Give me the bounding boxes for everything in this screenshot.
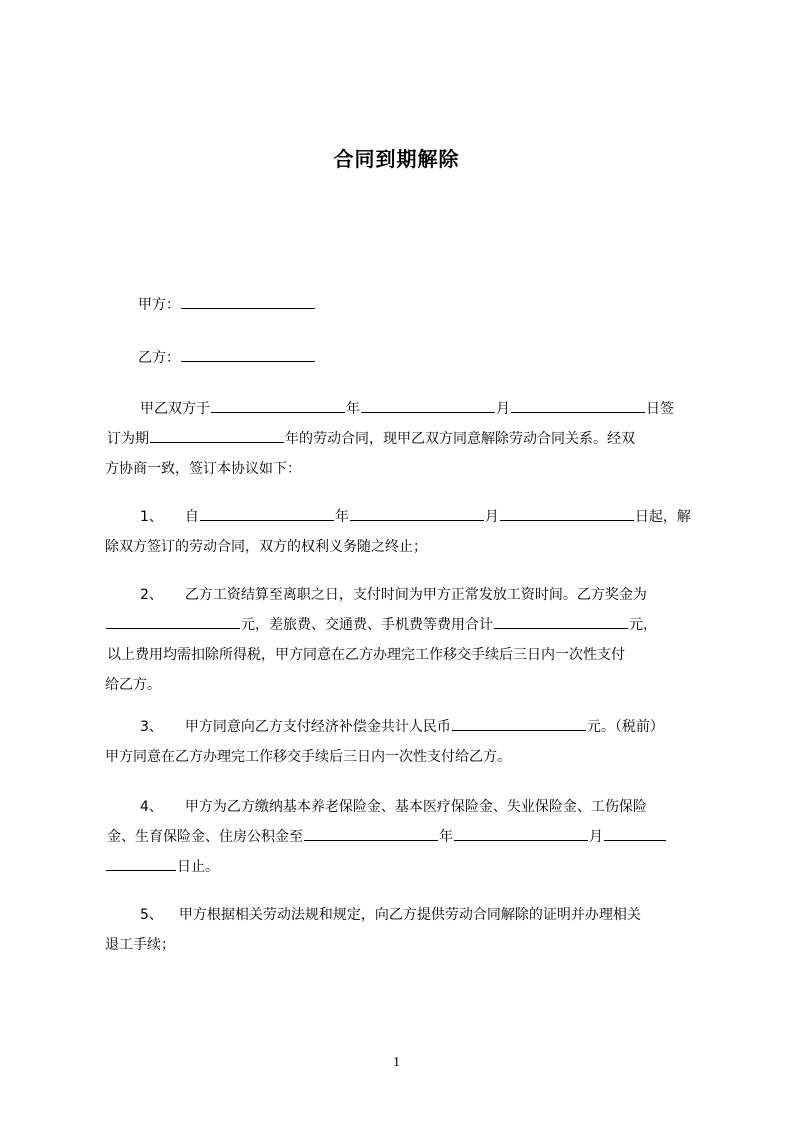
clause-text: 给乙方。 (105, 677, 161, 693)
clause-1 (105, 502, 703, 562)
party-a-line (138, 293, 316, 314)
clause-number: 1、 (140, 509, 163, 525)
clause-text: 以上费用均需扣除所得税，甲方同意在乙方办理完工作移交手续后三日内一次性支付 (107, 647, 625, 663)
clause-text: 元，差旅费、交通费、手机费等费用合计 (241, 617, 493, 633)
intro-paragraph (105, 394, 703, 484)
party-b-blank (181, 346, 315, 362)
blank (106, 855, 176, 871)
blank (350, 505, 484, 521)
blank (452, 715, 586, 731)
blank (511, 397, 645, 413)
document-title: 合同到期解除 (333, 147, 460, 171)
clause-text: 自 (184, 509, 199, 525)
intro-text: 日签 (646, 401, 674, 417)
clause-text: 日起，解 (634, 509, 691, 525)
blank (494, 613, 628, 629)
clause-2 (105, 580, 703, 700)
clause-month: 月 (589, 829, 603, 845)
clause-text: 乙方工资结算至离职之日，支付时间为甲方正常发放工资时间。乙方奖金为 (184, 587, 647, 603)
clause-text: 退工手续； (105, 937, 175, 953)
clause-number: 4、 (140, 799, 163, 815)
clause-text: 元。（税前） (586, 719, 664, 735)
blank (200, 505, 334, 521)
clause-number: 5、 (140, 907, 163, 923)
clause-text: 甲方同意向乙方支付经济补偿金共计人民币 (184, 719, 451, 735)
clause-text: 甲方同意在乙方办理完工作移交手续后三日内一次性支付给乙方。 (105, 749, 511, 765)
clause-year: 年 (439, 829, 453, 845)
clause-number: 3、 (140, 719, 163, 735)
intro-text: 方协商一致，签订本协议如下： (105, 461, 301, 477)
clause-text: 甲方为乙方缴纳基本养老保险金、基本医疗保险金、失业保险金、工伤保险 (184, 799, 647, 815)
clause-text: 金、生育保险金、住房公积金至 (107, 829, 303, 845)
clause-text: 元， (629, 617, 657, 633)
blank (211, 397, 345, 413)
party-a-blank (181, 293, 315, 309)
intro-month: 月 (496, 401, 510, 417)
intro-text: 甲乙双方于 (140, 401, 210, 417)
clause-year: 年 (334, 509, 349, 525)
clause-3 (105, 712, 703, 772)
clause-month: 月 (484, 509, 499, 525)
intro-year: 年 (346, 401, 360, 417)
party-b-line (138, 346, 316, 367)
party-a-label: 甲方： (138, 297, 180, 313)
clause-text: 日止。 (177, 859, 219, 875)
blank (361, 397, 495, 413)
clause-number: 2、 (140, 587, 163, 603)
blank (604, 825, 666, 841)
clause-4 (105, 792, 703, 882)
party-b-label: 乙方： (138, 350, 180, 366)
blank (500, 505, 634, 521)
intro-text: 年的劳动合同，现甲乙双方同意解除劳动合同关系。经双 (285, 431, 635, 447)
clause-5 (105, 900, 703, 960)
blank (304, 825, 438, 841)
blank (454, 825, 588, 841)
page-number: 1 (393, 1055, 400, 1070)
clause-text: 甲方根据相关劳动法规和规定，向乙方提供劳动合同解除的证明并办理相关 (178, 907, 641, 923)
blank (150, 427, 284, 443)
blank (106, 613, 240, 629)
clause-text: 除双方签订的劳动合同，双方的权利义务随之终止； (105, 539, 427, 555)
intro-text: 订为期 (107, 431, 149, 447)
